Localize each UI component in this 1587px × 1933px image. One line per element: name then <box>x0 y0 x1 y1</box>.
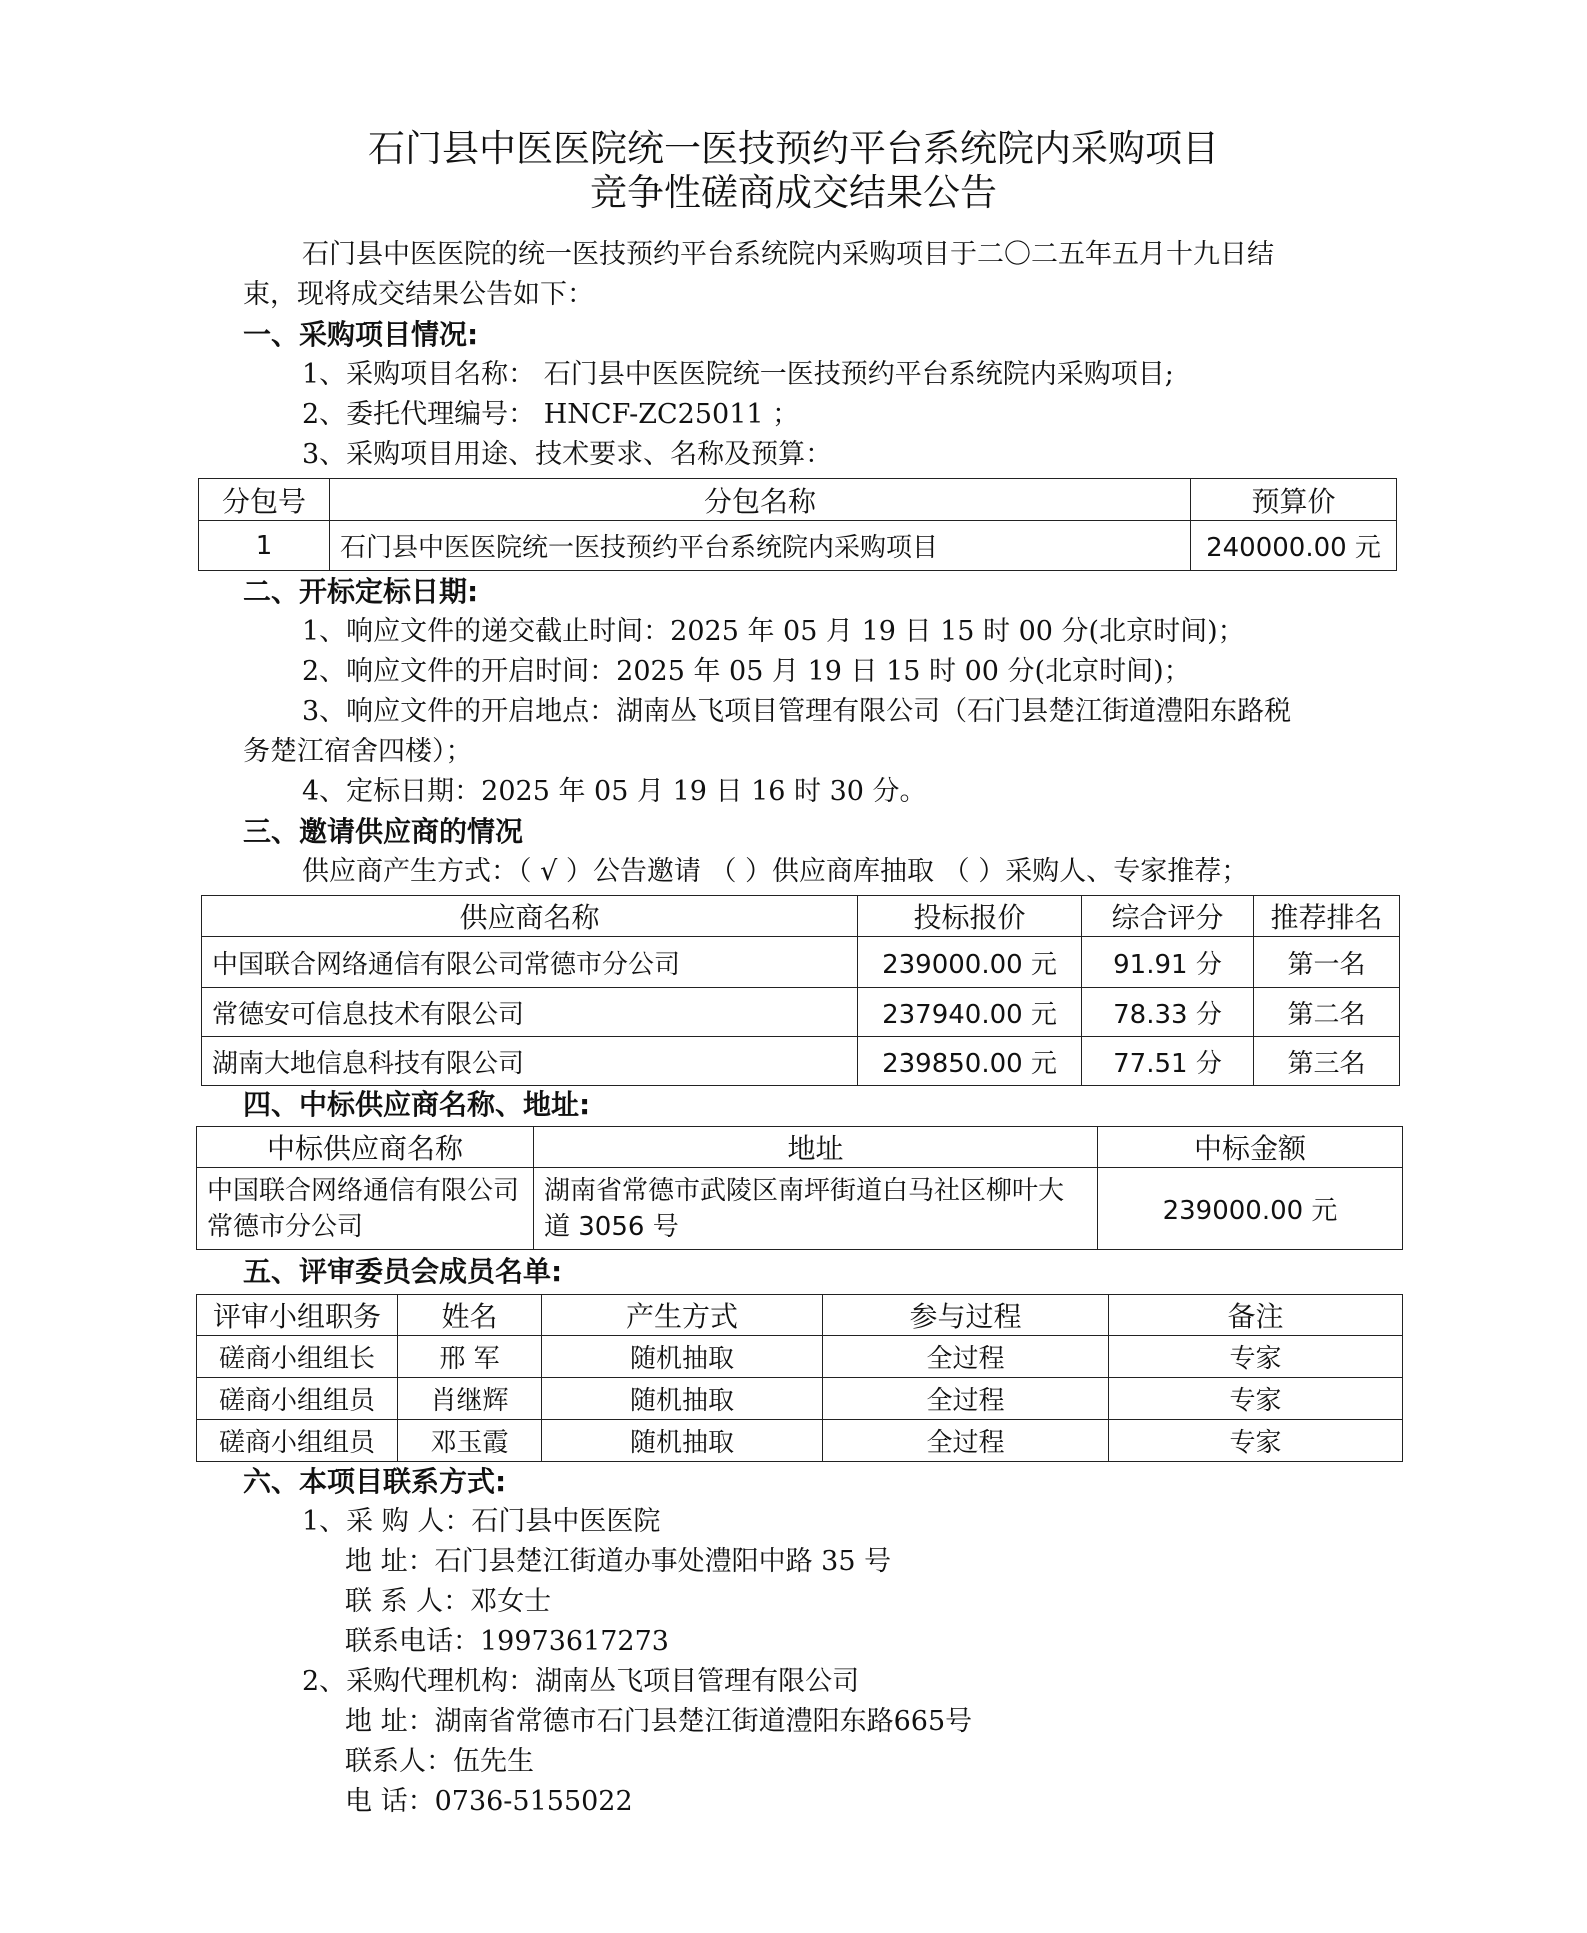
bid-price: 237940.00 元 <box>858 988 1082 1037</box>
supplier-method: 供应商产生方式：（ √ ）公告邀请 （ ）供应商库抽取 （ ）采购人、专家推荐； <box>302 856 1249 887</box>
member-participation: 全过程 <box>823 1378 1109 1420</box>
table-row <box>197 1378 1403 1420</box>
score: 78.33 分 <box>1082 988 1254 1037</box>
agency-name: 2、采购代理机构：湖南丛飞项目管理有限公司 <box>302 1666 860 1697</box>
member-selection: 随机抽取 <box>542 1378 823 1420</box>
intro-line1: 石门县中医医院的统一医技预约平台系统院内采购项目于二〇二五年五月十九日结 <box>302 239 1274 270</box>
header-participation: 参与过程 <box>823 1295 1109 1336</box>
document-title-line2: 竞争性磋商成交结果公告 <box>590 171 997 214</box>
section2-item-3: 3、响应文件的开启地点：湖南丛飞项目管理有限公司（石门县楚江街道澧阳东路税 <box>302 696 1292 727</box>
table-row <box>202 988 1400 1037</box>
table-row <box>202 1037 1400 1086</box>
package-no: 1 <box>199 521 330 571</box>
header-name: 姓名 <box>398 1295 542 1336</box>
header-role: 评审小组职务 <box>197 1295 398 1336</box>
header-remarks: 备注 <box>1109 1295 1403 1336</box>
header-selection-method: 产生方式 <box>542 1295 823 1336</box>
rank: 第一名 <box>1254 937 1400 988</box>
supplier-name: 湖南大地信息科技有限公司 <box>202 1037 858 1086</box>
table-row <box>197 1336 1403 1378</box>
package-name: 石门县中医医院统一医技预约平台系统院内采购项目 <box>330 521 1191 571</box>
table-header-row <box>199 479 1397 521</box>
section2-item-1: 1、响应文件的递交截止时间：2025 年 05 月 19 日 15 时 00 分(北京时间)； <box>302 616 1245 647</box>
intro-line2: 束，现将成交结果公告如下： <box>243 279 594 310</box>
header-bid-price: 投标报价 <box>858 896 1082 937</box>
member-name: 邢 军 <box>398 1336 542 1378</box>
section6-heading: 六、本项目联系方式: <box>243 1465 507 1498</box>
member-role: 磋商小组组员 <box>197 1378 398 1420</box>
bid-price: 239000.00 元 <box>858 937 1082 988</box>
table-header-row <box>197 1295 1403 1336</box>
member-participation: 全过程 <box>823 1336 1109 1378</box>
section2-item-2: 2、响应文件的开启时间：2025 年 05 月 19 日 15 时 00 分(北京时间)； <box>302 656 1191 687</box>
purchaser-address: 地 址：石门县楚江街道办事处澧阳中路 35 号 <box>345 1546 892 1577</box>
section1-item-2: 2、委托代理编号： HNCF-ZC25011 ； <box>302 399 800 430</box>
member-role: 磋商小组组员 <box>197 1420 398 1462</box>
section2-item-4: 4、定标日期：2025 年 05 月 19 日 16 时 30 分。 <box>302 776 927 807</box>
rank: 第二名 <box>1254 988 1400 1037</box>
table-header-row <box>197 1127 1403 1168</box>
header-package-no: 分包号 <box>199 479 330 521</box>
section1-heading: 一、采购项目情况: <box>243 318 479 351</box>
purchaser-contact: 联 系 人：邓女士 <box>345 1586 552 1617</box>
member-participation: 全过程 <box>823 1420 1109 1462</box>
table-header-row <box>202 896 1400 937</box>
header-rank: 推荐排名 <box>1254 896 1400 937</box>
document-title-line1: 石门县中医医院统一医技预约平台系统院内采购项目 <box>368 127 1219 170</box>
section4-heading: 四、中标供应商名称、地址: <box>243 1088 591 1121</box>
member-remarks: 专家 <box>1109 1378 1403 1420</box>
purchaser-phone: 联系电话：19973617273 <box>345 1626 669 1657</box>
member-name: 肖继辉 <box>398 1378 542 1420</box>
bid-price: 239850.00 元 <box>858 1037 1082 1086</box>
member-remarks: 专家 <box>1109 1420 1403 1462</box>
winner-address: 湖南省常德市武陵区南坪街道白马社区柳叶大道 3056 号 <box>534 1168 1098 1250</box>
section2-heading: 二、开标定标日期: <box>243 575 479 608</box>
purchaser-name: 1、采 购 人：石门县中医医院 <box>302 1506 661 1537</box>
section3-heading: 三、邀请供应商的情况 <box>243 815 524 848</box>
section5-heading: 五、评审委员会成员名单: <box>243 1255 563 1288</box>
header-award-amount: 中标金额 <box>1098 1127 1403 1168</box>
supplier-table <box>201 895 1400 1086</box>
section1-item-1: 1、采购项目名称： 石门县中医医院统一医技预约平台系统院内采购项目; <box>302 359 1174 390</box>
member-selection: 随机抽取 <box>542 1336 823 1378</box>
section1-item-3: 3、采购项目用途、技术要求、名称及预算： <box>302 439 833 470</box>
header-score: 综合评分 <box>1082 896 1254 937</box>
rank: 第三名 <box>1254 1037 1400 1086</box>
header-supplier-name: 供应商名称 <box>202 896 858 937</box>
agency-contact: 联系人：伍先生 <box>345 1746 534 1777</box>
winner-name: 中国联合网络通信有限公司常德市分公司 <box>197 1168 534 1250</box>
winner-table <box>196 1126 1403 1250</box>
award-amount: 239000.00 元 <box>1098 1168 1403 1250</box>
header-winner-name: 中标供应商名称 <box>197 1127 534 1168</box>
member-remarks: 专家 <box>1109 1336 1403 1378</box>
committee-table <box>196 1294 1403 1462</box>
score: 77.51 分 <box>1082 1037 1254 1086</box>
score: 91.91 分 <box>1082 937 1254 988</box>
member-role: 磋商小组组长 <box>197 1336 398 1378</box>
section2-item-3-cont: 务楚江宿舍四楼）； <box>243 736 473 767</box>
member-selection: 随机抽取 <box>542 1420 823 1462</box>
header-budget: 预算价 <box>1191 479 1397 521</box>
agency-phone: 电 话：0736-5155022 <box>345 1786 633 1817</box>
header-address: 地址 <box>534 1127 1098 1168</box>
supplier-name: 中国联合网络通信有限公司常德市分公司 <box>202 937 858 988</box>
table-row <box>197 1168 1403 1250</box>
table-row <box>199 521 1397 571</box>
supplier-name: 常德安可信息技术有限公司 <box>202 988 858 1037</box>
table-row <box>197 1420 1403 1462</box>
table-row <box>202 937 1400 988</box>
header-package-name: 分包名称 <box>330 479 1191 521</box>
agency-address: 地 址：湖南省常德市石门县楚江街道澧阳东路665号 <box>345 1706 973 1737</box>
package-table <box>198 478 1397 571</box>
member-name: 邓玉霞 <box>398 1420 542 1462</box>
package-budget: 240000.00 元 <box>1191 521 1397 571</box>
